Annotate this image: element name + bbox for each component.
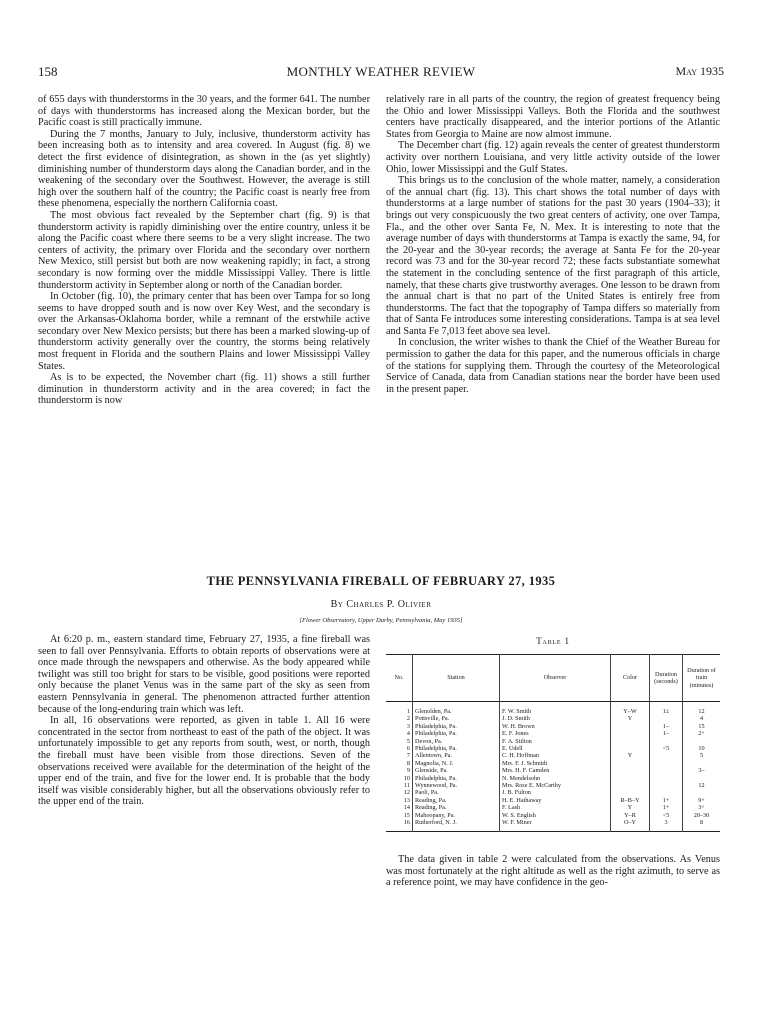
table-cell-no: 13 <box>403 796 410 804</box>
table-cell-observer: N. Mendelsohn <box>500 775 611 782</box>
column-header-color: Color <box>611 655 650 702</box>
table-cell-no: 1 <box>406 708 410 715</box>
table-cell-color: Y–W <box>611 702 650 716</box>
table-cell-dur: <5 <box>650 745 683 752</box>
table-cell-observer: E. Udell <box>500 745 611 752</box>
table-cell-no: 14 <box>403 804 410 812</box>
table-cell-no: 8 <box>406 759 410 767</box>
table-cell-color <box>611 738 650 745</box>
table-cell-station: Wynnewood, Pa. <box>413 782 500 789</box>
table-row <box>386 723 720 730</box>
table-cell-color: Y–R <box>611 812 650 819</box>
table-cell-station: Philadelphia, Pa. <box>413 775 500 782</box>
table-cell-observer: J. B. Fulton <box>500 789 611 796</box>
table-row <box>386 702 720 716</box>
table-row <box>386 738 720 745</box>
table-cell-no: 5 <box>406 737 410 745</box>
table-cell-station: Philadelphia, Pa. <box>413 723 500 730</box>
table-cell-station: Reading, Pa. <box>413 804 500 811</box>
issue-date: May 1935 <box>675 64 724 78</box>
paragraph: of 655 days with thunderstorms in the 30 years, and the former 641. The number of days with thunderstorms has increased along the Mexican border, but the Pacific coast is still practically immune. <box>38 94 370 129</box>
previous-article-right-column <box>386 94 720 395</box>
paragraph: In October (fig. 10), the primary center that has been over Tampa for so long seems to have dropped south and is now over Key West, and the secondary is over the Arkansas-Oklahoma border, while a remnant of the erstwhile active secondary over New Mexico persists; but there has been a marked slowing-up of thunderstorm activity generally over the country, the storms being relatively most frequent in Florida and the southern Plains and lower Mississippi Valley States. <box>38 291 370 372</box>
table-cell-train: 3+ <box>683 804 721 811</box>
observations-table-block <box>386 636 720 832</box>
table-cell-no: 2 <box>406 715 410 723</box>
article-affiliation: [Flower Observatory, Upper Darby, Pennsylvania, May 1935] <box>299 617 463 624</box>
table-row <box>386 745 720 752</box>
table-cell-observer: F. A. Stilton <box>500 738 611 745</box>
table-cell-no: 16 <box>403 819 410 827</box>
table-cell-station: Glenside, Pa. <box>413 767 500 774</box>
table-cell-no: 11 <box>404 782 410 790</box>
table-cell-observer: J. D. Smith <box>500 715 611 722</box>
table-cell-dur: 1– <box>650 730 683 737</box>
table-cell-station: Pottsville, Pa. <box>413 715 500 722</box>
table-row <box>386 812 720 819</box>
table-cell-train: 20–30 <box>683 812 721 819</box>
table-cell-train: 9+ <box>683 797 721 804</box>
running-header <box>38 64 724 84</box>
table-cell-train: 8 <box>683 819 721 831</box>
table-cell-train: 4 <box>683 715 721 722</box>
table-caption: Table 1 <box>536 636 570 646</box>
table-row <box>386 760 720 767</box>
table-row <box>386 804 720 811</box>
table-cell-observer: C. H. Hoffman <box>500 752 611 759</box>
table-cell-observer: Mrs. F. J. Schmidt <box>500 760 611 767</box>
table-cell-dur: 1+ <box>650 797 683 804</box>
table-cell-station: Mahoopany, Pa. <box>413 812 500 819</box>
table-cell-train: 12 <box>683 702 721 716</box>
table-cell-color <box>611 723 650 730</box>
paragraph: As is to be expected, the November chart (fig. 11) shows a still further diminution in thunderstorm activity and in the area covered; in fact the thunderstorm is now <box>38 372 370 407</box>
table-cell-color <box>611 782 650 789</box>
table-cell-station: Rutherford, N. J. <box>413 819 500 831</box>
table-row <box>386 789 720 796</box>
column-header-station: Station <box>413 655 500 702</box>
table-cell-color <box>611 745 650 752</box>
table-cell-station: Philadelphia, Pa. <box>413 745 500 752</box>
table-cell-dur <box>650 775 683 782</box>
table-cell-color <box>611 789 650 796</box>
table-cell-no: 10 <box>403 774 410 782</box>
journal-title: MONTHLY WEATHER REVIEW <box>286 64 476 79</box>
table-row <box>386 767 720 774</box>
table-cell-observer: F. W. Smith <box>500 702 611 716</box>
table-cell-train <box>683 760 721 767</box>
table-row <box>386 730 720 737</box>
table-cell-no: 9 <box>406 767 410 775</box>
table-row <box>386 819 720 831</box>
table-cell-train: 12 <box>683 782 721 789</box>
table-cell-train: 2+ <box>683 730 721 737</box>
table-cell-dur: 1± <box>650 702 683 716</box>
table-cell-no: 6 <box>406 745 410 753</box>
paragraph: During the 7 months, January to July, inclusive, thunderstorm activity has been increasing both as to intensity and area covered. In August (fig. 8) we detect the first evidence of disintegration, as shown in the (as yet slightly) diminishing number of thunderstorm days along the Canadian border, and in the weakening of the secondary over the Southwest. However, the average is still high over the southern half of the country; the Pacific coast is nearly free from these phenomena, especially the northern California coast. <box>38 128 370 210</box>
table-cell-station: Glenolden, Pa. <box>413 702 500 716</box>
table-row <box>386 797 720 804</box>
table-cell-no: 15 <box>403 811 410 819</box>
paragraph: The December chart (fig. 12) again reveals the center of greatest thunderstorm activity over northern Louisiana, and very little activity outside of the lower Ohio, lower Mississippi and the Gulf States. <box>386 140 720 175</box>
table-cell-color <box>611 730 650 737</box>
table-row <box>386 715 720 722</box>
observations-table <box>386 654 720 832</box>
paragraph: The most obvious fact revealed by the September chart (fig. 9) is that thunderstorm activity is rapidly diminishing over the entire country, unless it be along the Pacific coast where there seems to be a very slight increase. The two centers of activity, the primary over Florida and the secondary over northern New Mexico, still persist but both are now weakening rapidly; in fact, a strong secondary is now forming over the middle Mississippi Valley. There is little thunderstorm activity in September along or north of the Canadian border. <box>38 209 370 291</box>
table-cell-dur <box>650 767 683 774</box>
table-cell-dur <box>650 715 683 722</box>
table-cell-station: Devon, Pa. <box>413 738 500 745</box>
table-cell-no: 3 <box>406 722 410 730</box>
article-byline: By Charles P. Olivier <box>330 599 432 610</box>
table-cell-train: 10 <box>683 745 721 752</box>
table-row <box>386 775 720 782</box>
table-cell-no: 4 <box>406 730 410 738</box>
page-number: 158 <box>38 64 58 79</box>
table-cell-train: 5 <box>683 752 721 759</box>
table-cell-station: Allentown, Pa. <box>413 752 500 759</box>
paragraph: This brings us to the conclusion of the whole matter, namely, a consideration of the annual chart (fig. 13). This chart shows the total number of days with thunderstorms at a large number of stations for the past 30 years (1904–33); it brings out very conspicuously the two great centers of activity, one over Tampa, Fla., and the other over Santa Fe, N. Mex. It is interesting to note that the average number of days with thunderstorms at Tampa is exactly the same, 94, for the 20-year and the 30-year records; the average at Santa Fe for the 20-year record was 73 and for the 30-year record 72; these facts substantiate somewhat the statement in the concluding sentence of the first paragraph of this article, namely, that these charts give trustworthy averages. One lesson to be drawn from the annual chart is that no part of the United States is entirely free from thunderstorms. The fact that the topography of Tampa differs so materially from that of Santa Fe introduces some interesting considerations. Tampa is at sea level and Santa Fe 7,013 feet above sea level. <box>386 175 720 337</box>
table-cell-train: 3– <box>683 767 721 774</box>
table-cell-observer: F. Lash <box>500 804 611 811</box>
table-cell-dur: 1+ <box>650 804 683 811</box>
table-cell-dur: 1– <box>650 723 683 730</box>
table-cell-color <box>611 767 650 774</box>
column-header-train-duration: Duration of train (minutes) <box>683 655 721 702</box>
table-cell-train <box>683 789 721 796</box>
article-right-column <box>386 854 720 889</box>
table-cell-no: 12 <box>403 789 410 797</box>
table-cell-station: Paoli, Pa. <box>413 789 500 796</box>
column-header-observer: Observer <box>500 655 611 702</box>
table-cell-color: Y <box>611 804 650 811</box>
table-cell-color: R–B–Y <box>611 797 650 804</box>
table-cell-color <box>611 760 650 767</box>
table-cell-dur: 3 <box>650 819 683 831</box>
paragraph: The data given in table 2 were calculated from the observations. As Venus was most fortunately at the right altitude as well as the right azimuth, to serve as a reference point, we may have confidence in the geo- <box>386 854 720 889</box>
table-cell-observer: H. E. Hathaway <box>500 797 611 804</box>
table-cell-train <box>683 738 721 745</box>
previous-article-left-column <box>38 94 370 407</box>
table-cell-dur <box>650 782 683 789</box>
table-header-row <box>386 655 720 702</box>
table-cell-observer: W. S. English <box>500 812 611 819</box>
table-cell-observer: W. F. Miner <box>500 819 611 831</box>
table-cell-observer: Mrs. H. F. Camden <box>500 767 611 774</box>
table-cell-dur: <5 <box>650 812 683 819</box>
column-header-no: No. <box>386 655 413 702</box>
table-cell-color: O–Y <box>611 819 650 831</box>
table-cell-color <box>611 775 650 782</box>
table-cell-station: Magnolia, N. J. <box>413 760 500 767</box>
table-cell-dur <box>650 738 683 745</box>
paragraph: relatively rare in all parts of the country, the region of greatest frequency being the Ohio and lower Mississippi Valleys. Both the Florida and the southwest centers have practically disappeared, and the interior portions of the Atlantic States from Georgia to Maine are now almost immune. <box>386 94 720 140</box>
table-cell-observer: W. H. Brown <box>500 723 611 730</box>
table-cell-color: Y <box>611 752 650 759</box>
table-cell-observer: E. F. Jones <box>500 730 611 737</box>
paragraph: At 6:20 p. m., eastern standard time, February 27, 1935, a fine fireball was seen to fall over Pennsylvania. Efforts to obtain reports of observations were at once made through the newspapers and otherwise. As the body appeared while twilight was still too bright for stars to be visible, good positions were reported only because the planet Venus was in the same part of the sky as seen from eastern Pennsylvania in general. The phenomenon attracted further attention because of the long-enduring train which was left. <box>38 634 370 715</box>
article-left-column <box>38 634 370 808</box>
table-cell-color: Y <box>611 715 650 722</box>
table-cell-no: 7 <box>406 752 410 760</box>
paragraph: In all, 16 observations were reported, as given in table 1. All 16 were concentrated in the sector from northeast to east of the path of the object. It was unfortunately impossible to get any reports from south, west, or north, though the fireball must have been visible from those directions. Seven of the observations received were available for the determination of the height of the upper end of the train, and five for the lower end. It is probable that the body itself was visible considerably higher, but all the observations obviously refer to the upper end of the train. <box>38 715 370 808</box>
table-cell-dur <box>650 789 683 796</box>
column-header-duration: Duration (seconds) <box>650 655 683 702</box>
table-cell-station: Philadelphia, Pa. <box>413 730 500 737</box>
table-cell-train: 15 <box>683 723 721 730</box>
article-title: THE PENNSYLVANIA FIREBALL OF FEBRUARY 27, 1935 <box>206 574 556 588</box>
table-cell-observer: Mrs. Rose E. McCarthy <box>500 782 611 789</box>
table-row <box>386 752 720 759</box>
table-cell-dur <box>650 760 683 767</box>
table-cell-train <box>683 775 721 782</box>
table-cell-dur <box>650 752 683 759</box>
table-row <box>386 782 720 789</box>
table-cell-station: Reading, Pa. <box>413 797 500 804</box>
paragraph: In conclusion, the writer wishes to thank the Chief of the Weather Bureau for permission to gather the data for this paper, and the numerous officials in charge of the stations for supplying them. Through the courtesy of the Meteorological Service of Canada, data from Canadian stations near the border have been used in the present paper. <box>386 337 720 395</box>
